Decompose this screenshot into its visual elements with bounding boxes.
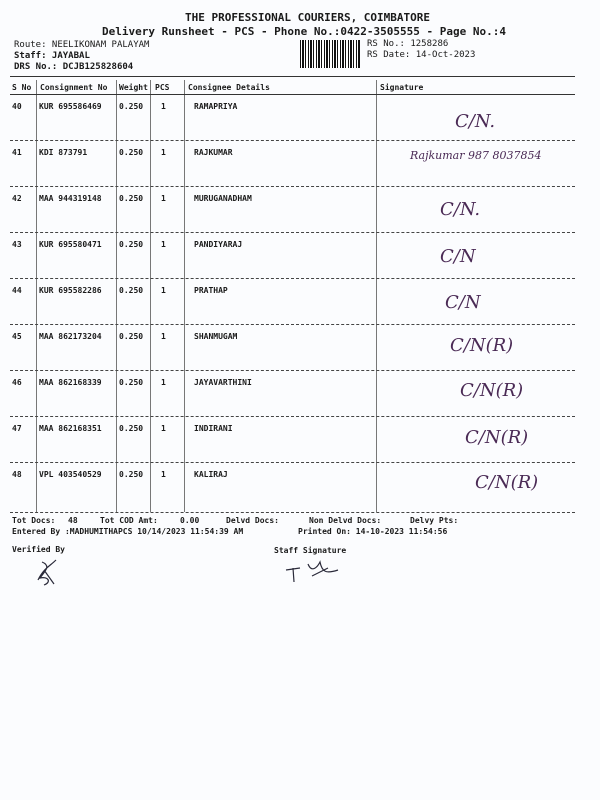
column-divider: [36, 80, 37, 512]
row-consignee: JAYAVARTHINI: [194, 378, 252, 387]
row-consignment: KUR 695586469: [39, 102, 102, 111]
row-weight: 0.250: [119, 102, 144, 111]
row-pcs: 1: [161, 470, 166, 479]
table-header-rule: [10, 94, 575, 95]
col-header-sno: S No: [12, 83, 32, 92]
non-delvd-docs-label: Non Delvd Docs:: [309, 516, 382, 525]
row-pcs: 1: [161, 194, 166, 203]
signature-mark: C/N.: [455, 111, 496, 132]
signature-mark: C/N(R): [465, 427, 529, 448]
row-sno: 44: [12, 286, 22, 295]
row-pcs: 1: [161, 424, 166, 433]
tot-docs-value: 48: [68, 516, 78, 525]
row-pcs: 1: [161, 378, 166, 387]
cod-value: 0.00: [180, 516, 200, 525]
column-divider: [116, 80, 117, 512]
row-sno: 43: [12, 240, 22, 249]
col-header-pcs: PCS: [155, 83, 170, 92]
row-sno: 47: [12, 424, 22, 433]
cod-label: Tot COD Amt:: [100, 516, 158, 525]
staff-signature-label: Staff Signature: [274, 546, 347, 555]
row-divider: [10, 232, 575, 233]
delvy-pts-label: Delvy Pts:: [410, 516, 459, 525]
signature-mark: C/N.: [440, 199, 481, 220]
row-weight: 0.250: [119, 378, 144, 387]
row-divider: [10, 186, 575, 187]
runsheet-subtitle: Delivery Runsheet - PCS - Phone No.:0422-3505555 - Page No.:4: [102, 25, 506, 38]
rs-number: RS No.: 1258286: [367, 39, 449, 49]
route: Route: NEELIKONAM PALAYAM: [14, 40, 150, 50]
row-consignment: VPL 403540529: [39, 470, 102, 479]
company-title: THE PROFESSIONAL COURIERS, COIMBATORE: [185, 11, 431, 24]
signature-mark: C/N(R): [450, 335, 514, 356]
table-top-rule: [10, 76, 575, 77]
drs-number: DRS No.: DCJB125828604: [14, 62, 134, 72]
row-pcs: 1: [161, 148, 166, 157]
row-weight: 0.250: [119, 194, 144, 203]
signature-mark: C/N(R): [460, 380, 524, 401]
row-consignee: RAJKUMAR: [194, 148, 233, 157]
table-bottom-rule: [10, 512, 575, 513]
signature-mark: C/N: [445, 292, 481, 313]
row-pcs: 1: [161, 102, 166, 111]
row-sno: 40: [12, 102, 22, 111]
row-consignee: PRATHAP: [194, 286, 228, 295]
staff-signature-mark: [282, 558, 352, 586]
row-pcs: 1: [161, 240, 166, 249]
row-consignee: RAMAPRIYA: [194, 102, 238, 111]
column-divider: [150, 80, 151, 512]
row-pcs: 1: [161, 332, 166, 341]
barcode: [300, 40, 360, 68]
row-sno: 46: [12, 378, 22, 387]
row-consignment: MAA 862168339: [39, 378, 102, 387]
row-consignment: KUR 695582286: [39, 286, 102, 295]
entered-by: Entered By :MADHUMITHAPCS 10/14/2023 11:54:39 AM: [12, 527, 244, 536]
row-weight: 0.250: [119, 148, 144, 157]
row-consignment: MAA 862168351: [39, 424, 102, 433]
signature-mark: Rajkumar 987 8037854: [410, 149, 542, 162]
row-consignee: PANDIYARAJ: [194, 240, 243, 249]
verifier-signature-mark: [34, 558, 74, 588]
row-weight: 0.250: [119, 240, 144, 249]
column-divider: [184, 80, 185, 512]
column-divider: [376, 80, 377, 512]
row-consignee: MURUGANADHAM: [194, 194, 252, 203]
row-divider: [10, 278, 575, 279]
col-header-consignee: Consignee Details: [188, 83, 270, 92]
tot-docs-label: Tot Docs:: [12, 516, 56, 525]
signature-mark: C/N: [440, 246, 476, 267]
signature-mark: C/N(R): [475, 472, 539, 493]
col-header-weight: Weight: [119, 83, 148, 92]
row-divider: [10, 140, 575, 141]
delvd-docs-label: Delvd Docs:: [226, 516, 279, 525]
printed-on: Printed On: 14-10-2023 11:54:56: [298, 527, 448, 536]
row-weight: 0.250: [119, 470, 144, 479]
row-sno: 41: [12, 148, 22, 157]
row-sno: 42: [12, 194, 22, 203]
verified-by-label: Verified By: [12, 545, 65, 554]
row-divider: [10, 416, 575, 417]
row-divider: [10, 370, 575, 371]
rs-date: RS Date: 14-Oct-2023: [367, 50, 476, 60]
row-consignee: SHANMUGAM: [194, 332, 238, 341]
row-consignment: KDI 873791: [39, 148, 88, 157]
staff: Staff: JAYABAL: [14, 51, 90, 61]
row-sno: 48: [12, 470, 22, 479]
row-weight: 0.250: [119, 332, 144, 341]
row-divider: [10, 462, 575, 463]
col-header-consignment: Consignment No: [40, 83, 108, 92]
row-weight: 0.250: [119, 286, 144, 295]
row-pcs: 1: [161, 286, 166, 295]
row-weight: 0.250: [119, 424, 144, 433]
row-consignee: KALIRAJ: [194, 470, 228, 479]
row-sno: 45: [12, 332, 22, 341]
row-divider: [10, 324, 575, 325]
row-consignee: INDIRANI: [194, 424, 233, 433]
row-consignment: MAA 862173204: [39, 332, 102, 341]
row-consignment: MAA 944319148: [39, 194, 102, 203]
col-header-signature: Signature: [380, 83, 424, 92]
row-consignment: KUR 695580471: [39, 240, 102, 249]
